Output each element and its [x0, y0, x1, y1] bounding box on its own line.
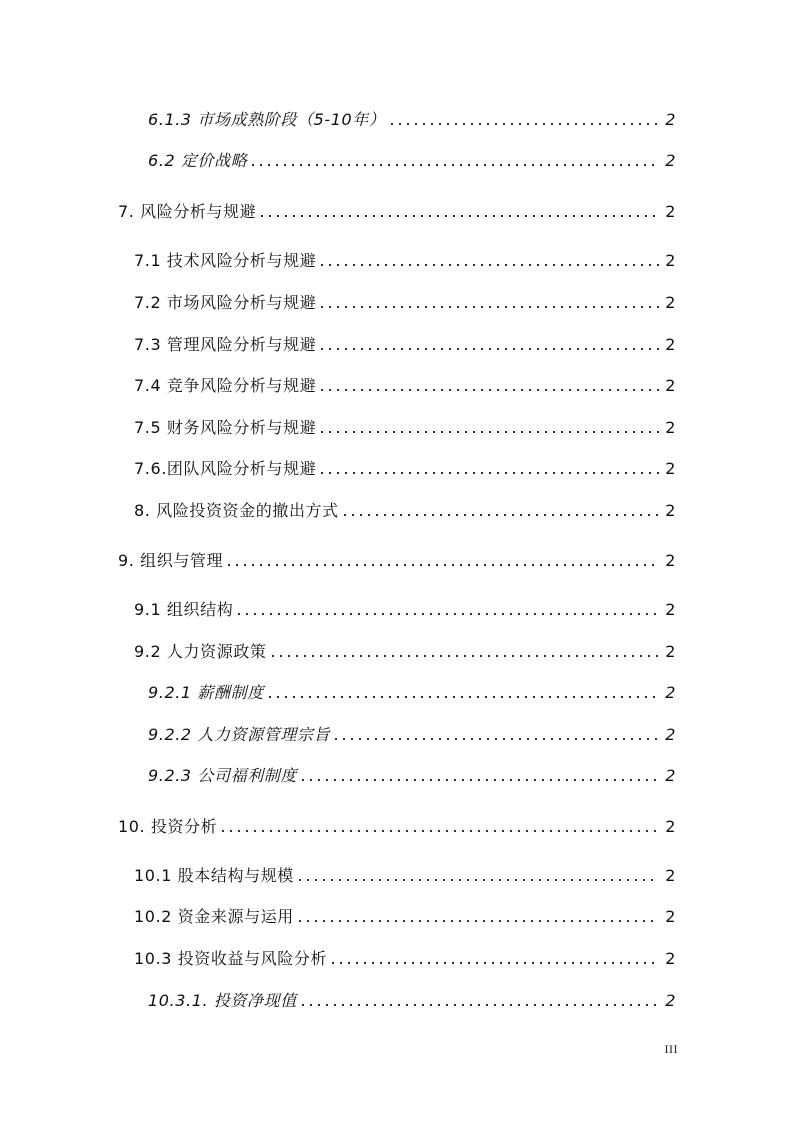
toc-dot-leader	[299, 779, 659, 781]
toc-entry-title: 7.5 财务风险分析与规避	[134, 418, 317, 437]
toc-dot-leader	[296, 920, 659, 922]
toc-entry-title: 6.2 定价战略	[148, 151, 248, 170]
toc-dot-leader	[318, 389, 659, 391]
toc-entry-9-2-1[interactable]	[148, 679, 676, 703]
toc-dot-leader	[318, 431, 659, 433]
toc-entry-7-6[interactable]	[134, 455, 676, 479]
toc-page-number: 2	[665, 991, 676, 1010]
toc-entry-title: 7. 风险分析与规避	[118, 202, 257, 221]
toc-page-number: 2	[665, 501, 676, 520]
footer-page-number: III	[664, 1042, 678, 1056]
toc-page-number: 2	[665, 949, 676, 968]
toc-entry-10-3-1[interactable]	[148, 987, 676, 1011]
toc-entry-7[interactable]	[118, 198, 676, 222]
toc-entry-title: 6.1.3 市场成熟阶段（5-10年）	[148, 110, 386, 129]
toc-entry-title: 9.2.3 公司福利制度	[148, 766, 297, 785]
toc-page-number: 2	[665, 151, 676, 170]
toc-page-number: 2	[665, 551, 676, 570]
toc-dot-leader	[258, 215, 659, 217]
toc-page-number: 2	[665, 376, 676, 395]
toc-entry-9-2[interactable]	[134, 638, 676, 662]
toc-dot-leader	[269, 655, 660, 657]
toc-entry-7-2[interactable]	[134, 289, 676, 313]
toc-page-number: 2	[665, 459, 676, 478]
toc-entry-title: 9.2.1 薪酬制度	[148, 683, 264, 702]
toc-dot-leader	[318, 348, 659, 350]
toc-entry-7-1[interactable]	[134, 247, 676, 271]
toc-page-number: 2	[665, 335, 676, 354]
toc-entry-title: 9.1 组织结构	[134, 600, 234, 619]
toc-page-number: 2	[665, 766, 676, 785]
toc-entry-title: 7.1 技术风险分析与规避	[134, 251, 317, 270]
toc-page-number: 2	[665, 293, 676, 312]
toc-entry-title: 9.2.2 人力资源管理宗旨	[148, 725, 331, 744]
toc-entry-10[interactable]	[118, 813, 676, 837]
toc-dot-leader	[266, 696, 659, 698]
toc-entry-title: 10.2 资金来源与运用	[134, 907, 294, 926]
toc-dot-leader	[318, 472, 659, 474]
toc-entry-title: 9. 组织与管理	[118, 551, 224, 570]
toc-entry-7-3[interactable]	[134, 331, 676, 355]
toc-entry-6-1-3[interactable]	[148, 106, 676, 130]
toc-dot-leader	[329, 962, 659, 964]
toc-dot-leader	[299, 1004, 659, 1006]
toc-dot-leader	[225, 564, 659, 566]
toc-entry-6-2[interactable]	[148, 147, 676, 171]
toc-entry-title: 9.2 人力资源政策	[134, 642, 267, 661]
toc-page-number: 2	[665, 251, 676, 270]
toc-entry-title: 7.6.团队风险分析与规避	[134, 459, 317, 478]
toc-dot-leader	[235, 613, 659, 615]
toc-dot-leader	[249, 164, 659, 166]
toc-entry-title: 10.3.1. 投资净现值	[148, 991, 297, 1010]
toc-entry-title: 10.3 投资收益与风险分析	[134, 949, 328, 968]
toc-entry-7-4[interactable]	[134, 372, 676, 396]
toc-dot-leader	[341, 514, 659, 516]
toc-dot-leader	[332, 738, 659, 740]
toc-entry-title: 10.1 股本结构与规模	[134, 866, 294, 885]
toc-entry-9-2-3[interactable]	[148, 762, 676, 786]
toc-page-number: 2	[665, 866, 676, 885]
toc-entry-title: 8. 风险投资资金的撤出方式	[134, 501, 339, 520]
toc-page-number: 2	[665, 907, 676, 926]
toc-dot-leader	[219, 830, 659, 832]
toc-entry-title: 7.3 管理风险分析与规避	[134, 335, 317, 354]
toc-page-number: 2	[665, 202, 676, 221]
toc-page-number: 2	[665, 725, 676, 744]
toc-entry-9-1[interactable]	[134, 596, 676, 620]
toc-entry-title: 7.4 竞争风险分析与规避	[134, 376, 317, 395]
toc-page-number: 2	[665, 683, 676, 702]
toc-entry-10-3[interactable]	[134, 945, 676, 969]
toc-entry-7-5[interactable]	[134, 414, 676, 438]
toc-page-number: 2	[665, 110, 676, 129]
toc-dot-leader	[296, 879, 659, 881]
toc-page-number: 2	[665, 600, 676, 619]
toc-entry-10-2[interactable]	[134, 903, 676, 927]
toc-entry-title: 10. 投资分析	[118, 817, 218, 836]
toc-page-number: 2	[665, 418, 676, 437]
toc-page-number: 2	[665, 642, 676, 661]
toc-entry-8[interactable]	[134, 497, 676, 521]
toc-dot-leader	[388, 123, 660, 125]
toc-entry-10-1[interactable]	[134, 862, 676, 886]
toc-page-number: 2	[665, 817, 676, 836]
toc-entry-9[interactable]	[118, 547, 676, 571]
toc-dot-leader	[318, 264, 659, 266]
toc-dot-leader	[318, 306, 659, 308]
toc-entry-9-2-2[interactable]	[148, 721, 676, 745]
toc-entry-title: 7.2 市场风险分析与规避	[134, 293, 317, 312]
